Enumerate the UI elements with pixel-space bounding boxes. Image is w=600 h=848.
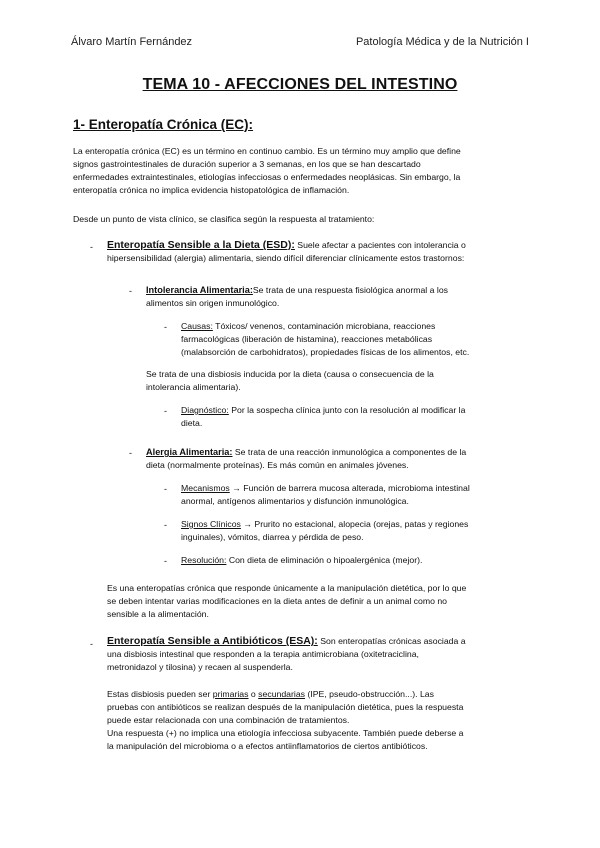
signos-block bbox=[181, 518, 541, 544]
disbiosis-paragraph bbox=[146, 368, 536, 394]
list-bullet: - bbox=[129, 286, 132, 296]
classify-text: Desde un punto de vista clínico, se clasifica según la respuesta al tratamiento: bbox=[73, 214, 375, 224]
mecanismos-label: Mecanismos bbox=[181, 483, 230, 493]
diagnostico-block bbox=[181, 404, 541, 430]
signos-text: → Prurito no estacional, alopecia (orejas, patas y regiones bbox=[240, 519, 469, 529]
esa-p3-line: Una respuesta (+) no implica una etiología infecciosa subyacente. También puede deberse a bbox=[107, 728, 464, 738]
resolucion-label: Resolución: bbox=[181, 555, 227, 565]
esa-p2-line: pruebas con antibióticos se realizan después de la manipulación dietética, pues la respuesta bbox=[107, 702, 464, 712]
esd-text: Suele afectar a pacientes con intolerancia o bbox=[294, 240, 466, 250]
diagnostico-label: Diagnóstico: bbox=[181, 405, 229, 415]
causas-text: Tóxicos/ venenos, contaminación microbiana, reacciones bbox=[212, 321, 436, 331]
esd-label: Enteropatía Sensible a la Dieta (ESD): bbox=[107, 239, 295, 251]
primarias-link: primarias bbox=[212, 689, 249, 699]
list-bullet: - bbox=[129, 448, 132, 458]
diagnostico-text: Por la sospecha clínica junto con la resolución al modificar la bbox=[228, 405, 466, 415]
header-course: Patología Médica y de la Nutrición I bbox=[355, 36, 529, 48]
alergia-text-2: dieta (normalmente proteínas). Es más común en animales jóvenes. bbox=[146, 460, 409, 470]
intro-line: enfermedades extraintestinales, etiologías infecciosas o enfermedades neoplásicas. Sin embargo, la bbox=[73, 172, 461, 182]
intolerancia-label: Intolerancia Alimentaria: bbox=[146, 285, 253, 295]
disbiosis-line: Se trata de una disbiosis inducida por la dieta (causa o consecuencia de la bbox=[146, 369, 434, 379]
esa-p2-text: (IPE, pseudo-obstrucción...). Las bbox=[305, 689, 434, 699]
mecanismos-block bbox=[181, 482, 541, 508]
intolerancia-text-2: alimentos sin origen inmunológico. bbox=[146, 298, 280, 308]
resolucion-block bbox=[181, 554, 541, 567]
esd-block bbox=[107, 239, 537, 265]
disbiosis-line: intolerancia alimentaria). bbox=[146, 382, 241, 392]
list-bullet: - bbox=[164, 406, 167, 416]
list-bullet: - bbox=[164, 484, 167, 494]
esa-p2-text: Estas disbiosis pueden ser bbox=[107, 689, 213, 699]
esd-closing-paragraph bbox=[107, 582, 537, 621]
closing-line: Es una enteropatías crónica que responde únicamente a la manipulación dietética, por lo que bbox=[107, 583, 467, 593]
esa-p2-line: puede estar relacionada con una combinación de tratamientos. bbox=[107, 715, 350, 725]
mecanismos-text-2: anormal, antígenos alimentarios y disfunción inmunológica. bbox=[181, 496, 409, 506]
intro-line: enteropatía crónica no implica evidencia histopatológica de inflamación. bbox=[73, 185, 350, 195]
esa-text-3: metronidazol y tilosina) y recaen al suspenderla. bbox=[107, 662, 293, 672]
page-title: TEMA 10 - AFECCIONES DEL INTESTINO bbox=[142, 76, 458, 93]
intro-line: signos gastrointestinales de duración superior a 3 semanas, en los que se han descartado bbox=[73, 159, 421, 169]
esa-paragraph-2 bbox=[107, 688, 537, 753]
esa-text: Son enteropatías crónicas asociada a bbox=[317, 636, 466, 646]
list-bullet: - bbox=[164, 322, 167, 332]
intro-paragraph bbox=[73, 145, 533, 197]
esa-label: Enteropatía Sensible a Antibióticos (ESA): bbox=[107, 635, 318, 647]
list-bullet: - bbox=[90, 639, 93, 649]
intolerancia-text: Se trata de una respuesta fisiológica anormal a los bbox=[252, 285, 448, 295]
list-bullet: - bbox=[164, 520, 167, 530]
alergia-block bbox=[146, 446, 536, 472]
causas-block bbox=[181, 320, 541, 359]
closing-line: sensible a la alimentación. bbox=[107, 609, 209, 619]
alergia-text: Se trata de una reacción inmunológica a componentes de la bbox=[232, 447, 467, 457]
esa-p2-text: o bbox=[248, 689, 259, 699]
esa-block bbox=[107, 635, 537, 674]
mecanismos-text: → Función de barrera mucosa alterada, microbioma intestinal bbox=[229, 483, 470, 493]
esa-p3-line: la manipulación del microbioma o a efectos antiinflamatorios de ciertos antibióticos. bbox=[107, 741, 428, 751]
esd-text-2: hipersensibilidad (alergia) alimentaria, siendo difícil diferenciar clínicamente estos trastornos: bbox=[107, 253, 465, 263]
esa-text-2: una disbiosis intestinal que responden a la terapia antimicrobiana (oxitetraciclina, bbox=[107, 649, 419, 659]
causas-text-3: (malabsorción de carbohidratos), propiedades físicas de los alimentos, etc. bbox=[181, 347, 470, 357]
list-bullet: - bbox=[164, 556, 167, 566]
resolucion-text: Con dieta de eliminación o hipoalergénica (mejor). bbox=[226, 555, 423, 565]
intro-line: La enteropatía crónica (EC) es un término en continuo cambio. Es un término muy amplio que define bbox=[73, 146, 461, 156]
causas-text-2: farmacológicas (liberación de histamina), reacciones metabólicas bbox=[181, 334, 433, 344]
signos-text-2: inguinales), vómitos, diarrea y pérdida de peso. bbox=[181, 532, 364, 542]
closing-line: se deben intentar varias modificaciones en la dieta antes de definir a un animal como no bbox=[107, 596, 447, 606]
intolerancia-block bbox=[146, 284, 536, 310]
alergia-label: Alergia Alimentaria: bbox=[146, 447, 233, 457]
secundarias-link: secundarias bbox=[258, 689, 306, 699]
signos-label: Signos Clínicos bbox=[181, 519, 241, 529]
list-bullet: - bbox=[90, 242, 93, 252]
section-heading: 1- Enteropatía Crónica (EC): bbox=[73, 117, 254, 132]
diagnostico-text-2: dieta. bbox=[181, 418, 203, 428]
causas-label: Causas: bbox=[181, 321, 213, 331]
header-author: Álvaro Martín Fernández bbox=[71, 36, 193, 48]
